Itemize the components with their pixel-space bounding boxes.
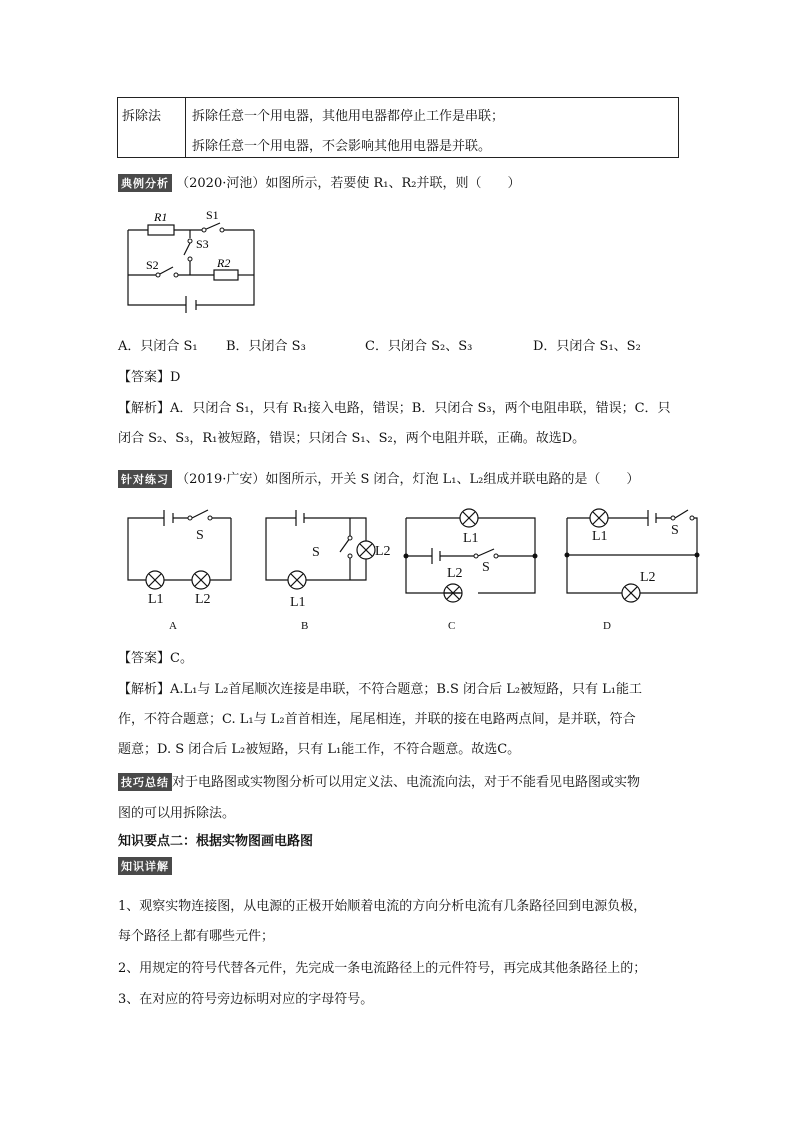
option-b: B．只闭合 S₃	[226, 339, 306, 354]
circuit-c	[406, 509, 535, 602]
practice-answer: 【答案】C。	[118, 651, 193, 666]
option-c: C．只闭合 S₂、S₃	[365, 339, 473, 354]
method-parallel-rule: 拆除任意一个用电器，不会影响其他用电器是并联。	[192, 139, 492, 154]
caption-a: A	[169, 620, 177, 632]
example-badge: 典例分析	[118, 174, 172, 192]
practice-analysis-1: 【解析】A.L₁与 L₂首尾顺次连接是串联，不符合题意；B.S 闭合后 L₂被短路，只有 L₁能工	[118, 682, 643, 697]
practice-analysis-2: 作，不符合题意；C. L₁与 L₂首首相连，尾尾相连，并联的接在电路两点间，是并联，符合	[118, 712, 636, 727]
b-label-s: S	[312, 545, 320, 560]
example-circuit-diagram	[118, 205, 263, 315]
example-question: （2020·河池）如图所示，若要使 R₁、R₂并联，则（ ）	[176, 176, 521, 191]
practice-badge: 针对练习	[118, 470, 172, 488]
step-1-line-2: 每个路径上都有哪些元件；	[118, 929, 275, 944]
practice-analysis-3: 题意；D. S 闭合后 L₂被短路，只有 L₁能工作，不符合题意。故选C。	[118, 742, 521, 757]
example-analysis-2: 闭合 S₂、S₃，R₁被短路，错误；只闭合 S₁、S₂，两个电阻并联，正确。故选D。	[118, 431, 586, 446]
resistor-r2	[214, 270, 238, 280]
circuit-a	[128, 510, 231, 589]
c-label-l1: L1	[463, 531, 479, 546]
c-label-s: S	[482, 560, 490, 575]
option-d: D．只闭合 S₁、S₂	[533, 339, 641, 354]
b-label-l2: L2	[375, 544, 391, 559]
example-analysis-1: 【解析】A．只闭合 S₁，只有 R₁接入电路，错误；B．只闭合 S₃，两个电阻串联，错误；C．只	[118, 401, 671, 416]
tips-badge: 技巧总结	[118, 773, 172, 791]
c-label-l2: L2	[447, 566, 463, 581]
method-name: 拆除法	[118, 98, 186, 157]
b-label-l1: L1	[290, 595, 306, 610]
a-label-s: S	[196, 528, 204, 543]
section-badge-wrap	[118, 857, 172, 875]
label-r2: R2	[217, 256, 231, 270]
section-title: 知识要点二：根据实物图画电路图	[118, 834, 314, 849]
tips-text-2: 图的可以用拆除法。	[118, 806, 236, 821]
circuit-b	[266, 510, 375, 589]
label-r1: R1	[154, 210, 168, 224]
practice-question-line	[118, 468, 639, 488]
a-label-l2: L2	[195, 592, 211, 607]
d-label-s: S	[671, 523, 679, 538]
label-s3: S3	[196, 237, 209, 251]
step-3: 3、在对应的符号旁边标明对应的字母符号。	[118, 992, 374, 1007]
d-label-l2: L2	[640, 570, 656, 585]
d-label-l1: L1	[592, 529, 608, 544]
caption-d: D	[603, 620, 611, 632]
tips-text-1: 对于电路图或实物图分析可以用定义法、电流流向法，对于不能看见电路图或实物	[172, 775, 641, 790]
practice-circuit-diagrams	[118, 500, 703, 635]
step-2: 2、用规定的符号代替各元件，先完成一条电流路径上的元件符号，再完成其他条路径上的；	[118, 961, 647, 976]
step-1-line-1: 1、观察实物连接图，从电源的正极开始顺着电流的方向分析电流有几条路径回到电源负极，	[118, 899, 647, 914]
a-label-l1: L1	[148, 592, 164, 607]
example-question-line	[118, 172, 521, 192]
method-table	[117, 97, 679, 158]
section-badge: 知识详解	[118, 857, 172, 875]
resistor-r1	[148, 225, 174, 235]
label-s1: S1	[206, 208, 219, 222]
method-series-rule: 拆除任意一个用电器，其他用电器都停止工作是串联；	[192, 109, 505, 124]
option-a: A．只闭合 S₁	[118, 339, 198, 354]
tips-line-1	[118, 771, 640, 791]
label-s2: S2	[146, 258, 159, 272]
example-answer: 【答案】D	[118, 370, 181, 385]
caption-c: C	[448, 620, 456, 632]
caption-b: B	[301, 620, 309, 632]
practice-question: （2019·广安）如图所示，开关 S 闭合，灯泡 L₁、L₂组成并联电路的是（ ）	[176, 472, 640, 487]
